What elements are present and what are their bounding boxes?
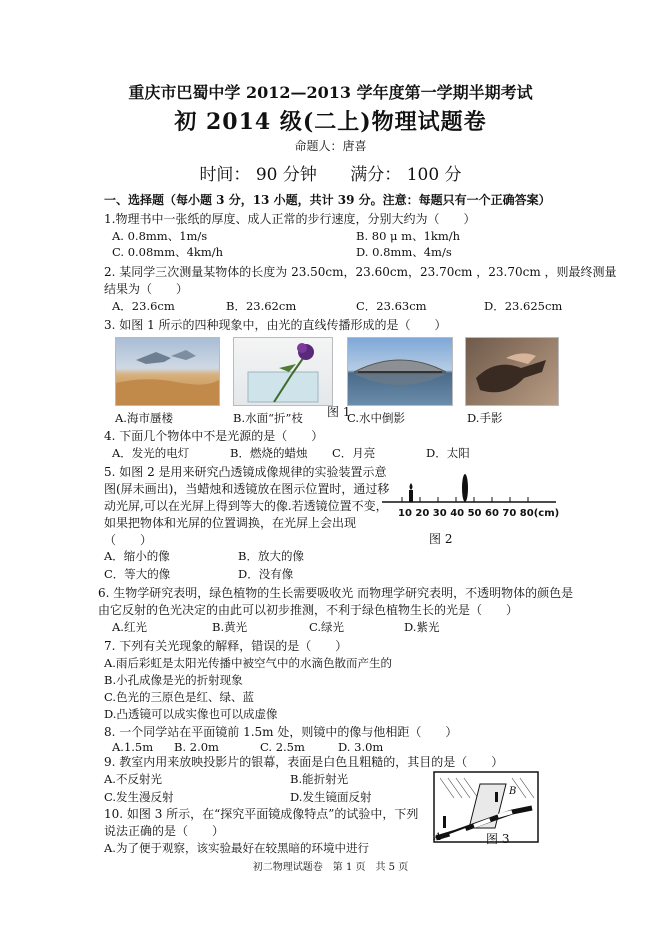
question-7-option-d: D.凸透镜可以成实像也可以成虚像 <box>104 707 278 721</box>
question-9-option-c: C.发生漫反射 <box>104 790 174 804</box>
figure-3-label-b: B <box>509 786 517 797</box>
figure-2-caption: 图 2 <box>429 532 453 546</box>
question-9-option-d: D.发生镜面反射 <box>290 790 372 804</box>
section-heading: 一、选择题（每小题 3 分，13 小题，共计 39 分。注意：每题只有一个正确答案） <box>104 193 551 207</box>
figure-3-label-a: A <box>434 832 442 843</box>
question-1-option-c: C. 0.08mm、4km/h <box>112 245 224 259</box>
question-5-option-c: C．等大的像 <box>104 567 171 581</box>
question-3-option-c: C.水中倒影 <box>347 411 406 425</box>
mirage-photo <box>115 337 220 406</box>
question-4-option-a: A．发光的电灯 <box>112 446 190 460</box>
question-3-option-d: D.手影 <box>467 411 503 425</box>
water-reflection-photo <box>347 337 453 406</box>
ruler-scale: 10 20 30 40 50 60 70 80(cm) <box>398 508 560 519</box>
question-7-option-a: A.雨后彩虹是太阳光传播中被空气中的水滴色散而产生的 <box>104 656 392 670</box>
question-3-option-a: A.海市蜃楼 <box>115 411 173 425</box>
question-8-stem: 8. 一个同学站在平面镜前 1.5m 处，则镜中的像与他相距（ ） <box>104 725 458 739</box>
question-8-option-a: A.1.5m <box>112 740 154 754</box>
question-5-option-a: A．缩小的像 <box>104 549 170 563</box>
question-9-stem: 9. 教室内用来放映投影片的银幕，表面是白色且粗糙的，其目的是（ ） <box>104 755 504 769</box>
question-7-stem: 7. 下列有关光现象的解释，错误的是（ ） <box>104 639 348 653</box>
question-2-option-c: C．23.63cm <box>356 299 427 313</box>
question-1-option-b: B. 80 μ m、1km/h <box>356 229 461 243</box>
question-5-line-1: 5. 如图 2 是用来研究凸透镜成像规律的实验装置示意 <box>104 465 387 479</box>
question-5-option-d: D．没有像 <box>238 567 294 581</box>
exam-title: 初 2014 级(二上)物理试题卷 <box>174 109 487 135</box>
question-3-stem: 3. 如图 1 所示的四种现象中，由光的直线传播形成的是（ ） <box>104 318 447 332</box>
time-score-line <box>0 160 661 185</box>
author-line: 命题人：唐喜 <box>294 139 367 153</box>
school-exam-line: 重庆市巴蜀中学 2012—2013 学年度第一学期半期考试 <box>128 83 533 102</box>
question-6-line-1: 6. 生物学研究表明，绿色植物的生长需要吸收光 而物理学研究表明，不透明物体的颜色是 <box>98 586 574 600</box>
question-8-option-b: B. 2.0m <box>174 740 219 754</box>
question-10-line-2: 说法正确的是（ ） <box>104 824 225 838</box>
question-9-option-a: A.不反射光 <box>104 772 162 786</box>
figure-3-caption: 图 3 <box>486 832 510 846</box>
exam-time: 时间： 90 分钟 <box>199 165 317 185</box>
question-5-line-5: （ ） <box>104 533 153 547</box>
question-1-stem: 1.物理书中一张纸的厚度、成人正常的步行速度，分别大约为（ ） <box>104 212 476 226</box>
hand-shadow-photo <box>465 337 559 406</box>
question-6-line-2: 由它反射的色光决定的由此可以初步推测，不利于绿色植物生长的光是（ ） <box>98 603 519 617</box>
question-6-option-c: C.绿光 <box>309 620 345 634</box>
question-4-option-b: B．燃烧的蜡烛 <box>230 446 308 460</box>
question-5-option-b: B．放大的像 <box>238 549 304 563</box>
question-5-line-4: 如果把物体和光屏的位置调换，在光屏上会出现 <box>104 516 357 530</box>
question-8-option-c: C. 2.5m <box>260 740 305 754</box>
question-9-option-b: B.能折射光 <box>290 772 349 786</box>
question-3-option-b: B.水面“折”枝 <box>233 411 303 425</box>
question-6-option-d: D.紫光 <box>404 620 440 634</box>
question-10-line-1: 10. 如图 3 所示，在“探究平面镜成像特点”的试验中，下列 <box>104 807 419 821</box>
question-7-option-b: B.小孔成像是光的折射现象 <box>104 673 243 687</box>
question-1-option-a: A. 0.8mm、1m/s <box>112 229 208 243</box>
full-score: 满分： 100 分 <box>350 165 462 185</box>
question-6-option-a: A.红光 <box>112 620 147 634</box>
question-6-option-b: B.黄光 <box>212 620 248 634</box>
bent-stem-photo <box>233 337 333 406</box>
question-5-line-3: 动光屏,可以在光屏上得到等大的像.若透镜位置不变， <box>104 499 388 513</box>
question-2-stem-cont: 结果为（ ） <box>104 282 189 296</box>
page-footer: 初二物理试题卷 第 1 页 共 5 页 <box>252 862 409 873</box>
question-2-option-a: A．23.6cm <box>112 299 175 313</box>
question-2-option-d: D．23.625cm <box>484 299 563 313</box>
question-5-line-2: 图(屏未画出)，当蜡烛和透镜放在图示位置时，通过移 <box>104 482 390 496</box>
question-4-stem: 4. 下面几个物体中不是光源的是（ ） <box>104 429 324 443</box>
question-2-stem: 2. 某同学三次测量某物体的长度为 23.50cm，23.60cm，23.70cm ，23.70cm ，则最终测量 <box>104 265 617 279</box>
question-1-option-d: D. 0.8mm、4m/s <box>356 245 452 259</box>
question-8-option-d: D. 3.0m <box>338 740 384 754</box>
question-2-option-b: B．23.62cm <box>226 299 297 313</box>
figure-1-caption: 图 1 <box>327 405 351 419</box>
question-10-option-a: A.为了便于观察，该实验最好在较黑暗的环境中进行 <box>104 841 369 855</box>
question-4-option-d: D．太阳 <box>426 446 470 460</box>
question-4-option-c: C．月亮 <box>332 446 376 460</box>
question-7-option-c: C.色光的三原色是红、绿、蓝 <box>104 690 255 704</box>
